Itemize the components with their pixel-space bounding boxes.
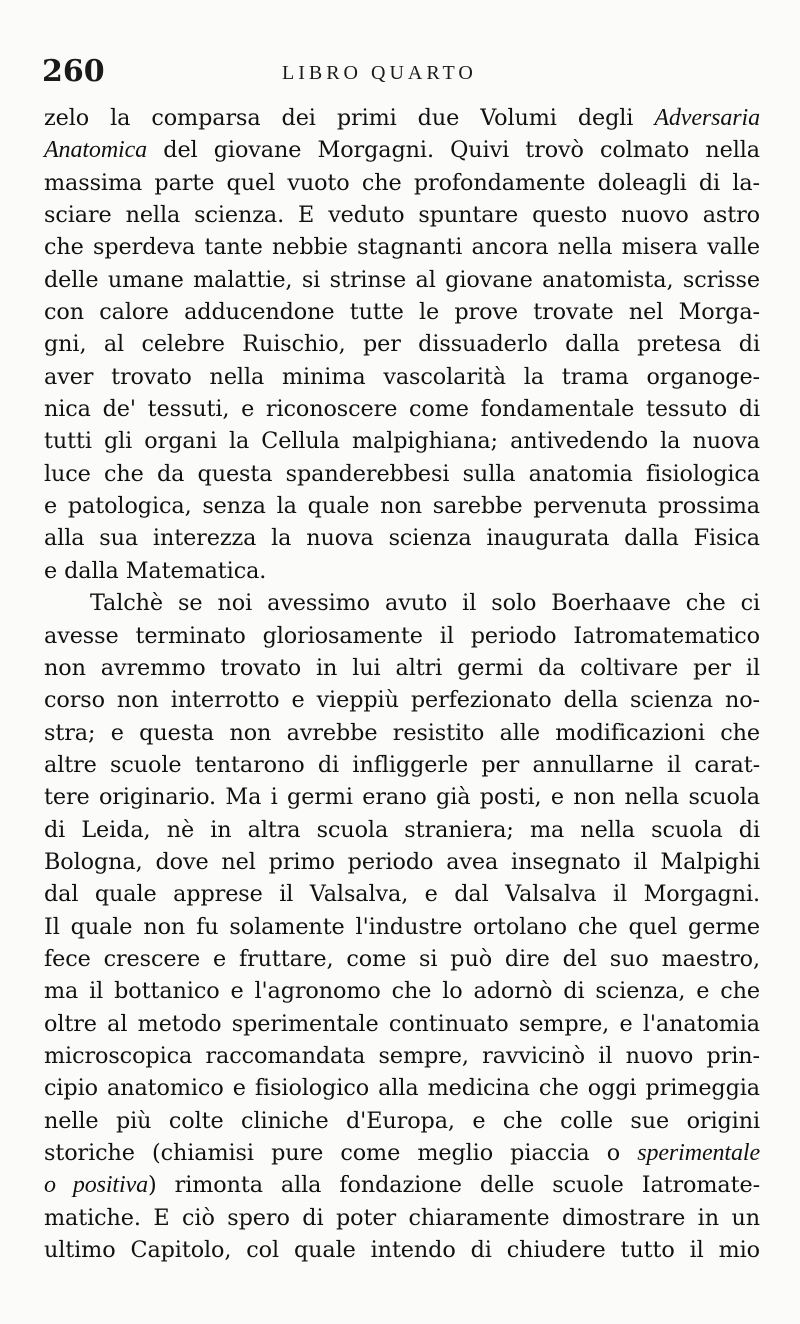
text-line: [44, 587, 760, 619]
running-head: LIBRO QUARTO: [282, 62, 477, 84]
text-line: [44, 749, 760, 781]
line-text: tere originario. Ma i germi erano già posti, e non nella scuola: [44, 784, 760, 811]
text-line: [44, 522, 760, 554]
body-text: [44, 102, 760, 1266]
line-text: non avremmo trovato in lui altri germi da coltivare per il: [44, 654, 760, 681]
text-line: [44, 296, 760, 328]
text-line: [44, 102, 760, 134]
line-text: altre scuole tentarono di infliggerle per annullarne il carat-: [44, 751, 760, 778]
text-line: [44, 781, 760, 813]
line-text: Talchè se noi avessimo avuto il solo Boerhaave che ci: [90, 590, 760, 617]
line-text: sciare nella scienza. E veduto spuntare questo nuovo astro: [44, 202, 760, 229]
italic-text: sperimentale: [637, 1140, 760, 1166]
text-line: [44, 167, 760, 199]
text-line: [44, 911, 760, 943]
text-line: [44, 975, 760, 1007]
italic-text: Anatomica: [44, 137, 148, 164]
text-line: [44, 684, 760, 716]
text-line: [44, 425, 760, 457]
line-text: storiche (chiamisi pure come meglio piaccia o: [44, 1140, 638, 1166]
line-text: nelle più colte cliniche d'Europa, e che colle sue origini: [44, 1107, 760, 1134]
line-text: che sperdeva tante nebbie stagnanti ancora nella misera valle: [44, 234, 760, 261]
text-line: [44, 846, 760, 878]
page-number: 260: [42, 54, 105, 89]
line-text: fece crescere e fruttare, come si può dire del suo maestro,: [44, 945, 760, 972]
line-text: corso non interrotto e vieppiù perfezionato della scienza no-: [44, 687, 760, 714]
text-line: [44, 458, 760, 490]
text-line: [44, 555, 760, 587]
line-text: stra; e questa non avrebbe resistito alle modificazioni che: [44, 719, 760, 746]
line-text: gni, al celebre Ruischio, per dissuaderlo dalla pretesa di: [44, 331, 760, 358]
text-line: [44, 1169, 760, 1201]
line-text: aver trovato nella minima vascolarità la trama organoge-: [44, 363, 760, 390]
text-line: [44, 199, 760, 231]
line-text: con calore adducendone tutte le prove trovate nel Morga-: [44, 299, 760, 326]
line-text: e patologica, senza la quale non sarebbe pervenuta prossima: [44, 493, 760, 520]
line-text: cipio anatomico e fisiologico alla medicina che oggi primeggia: [44, 1075, 760, 1102]
line-text: luce che da questa spanderebbesi sulla anatomia fisiologica: [44, 460, 760, 487]
line-text: Bologna, dove nel primo periodo avea insegnato il Malpighi: [44, 848, 760, 875]
text-line: [44, 231, 760, 263]
line-text: e dalla Matematica.: [44, 557, 267, 584]
text-line: [44, 1008, 760, 1040]
text-line: [44, 393, 760, 425]
page-header: [42, 52, 762, 96]
text-line: [44, 814, 760, 846]
line-text: avesse terminato gloriosamente il periodo Iatromatematico: [44, 622, 760, 649]
text-line: [44, 264, 760, 296]
text-line: [44, 1072, 760, 1104]
line-text: Il quale non fu solamente l'industre ortolano che quel germe: [44, 913, 760, 940]
line-text: ma il bottanico e l'agronomo che lo adornò di scienza, e che: [44, 978, 760, 1005]
line-text: di Leida, nè in altra scuola straniera; ma nella scuola di: [44, 816, 760, 843]
line-text: alla sua interezza la nuova scienza inaugurata dalla Fisica: [44, 525, 760, 552]
line-text: matiche. E ciò spero di poter chiaramente dimostrare in un: [44, 1204, 760, 1231]
text-line: [44, 1202, 760, 1234]
italic-text: o positiva: [44, 1172, 149, 1199]
line-text: del giovane Morgagni. Quivi trovò colmato nella: [147, 137, 760, 164]
text-line: [44, 1105, 760, 1137]
line-text: tutti gli organi la Cellula malpighiana; antivedendo la nuova: [44, 428, 760, 455]
text-line: [44, 361, 760, 393]
text-line: [44, 943, 760, 975]
line-text: ultimo Capitolo, col quale intendo di chiudere tutto il mio: [44, 1237, 760, 1264]
text-line: [44, 620, 760, 652]
text-line: [44, 490, 760, 522]
line-text: zelo la comparsa dei primi due Volumi degli: [44, 105, 655, 131]
text-line: [44, 1040, 760, 1072]
line-text: delle umane malattie, si strinse al giovane anatomista, scrisse: [44, 266, 760, 293]
italic-text: Adversaria: [654, 105, 760, 131]
text-line: [44, 328, 760, 360]
line-text: ) rimonta alla fondazione delle scuole Iatromate-: [148, 1172, 761, 1199]
line-text: microscopica raccomandata sempre, ravvicinò il nuovo prin-: [44, 1042, 760, 1069]
line-text: nica de' tessuti, e riconoscere come fondamentale tessuto di: [44, 396, 760, 423]
line-text: oltre al metodo sperimentale continuato sempre, e l'anatomia: [44, 1010, 760, 1037]
text-line: [44, 652, 760, 684]
text-line: [44, 1234, 760, 1266]
line-text: dal quale apprese il Valsalva, e dal Valsalva il Morgagni.: [44, 881, 760, 908]
text-line: [44, 134, 760, 166]
text-line: [44, 717, 760, 749]
text-line: [44, 878, 760, 910]
line-text: massima parte quel vuoto che profondamente doleagli di la-: [44, 169, 760, 196]
text-line: [44, 1137, 760, 1169]
